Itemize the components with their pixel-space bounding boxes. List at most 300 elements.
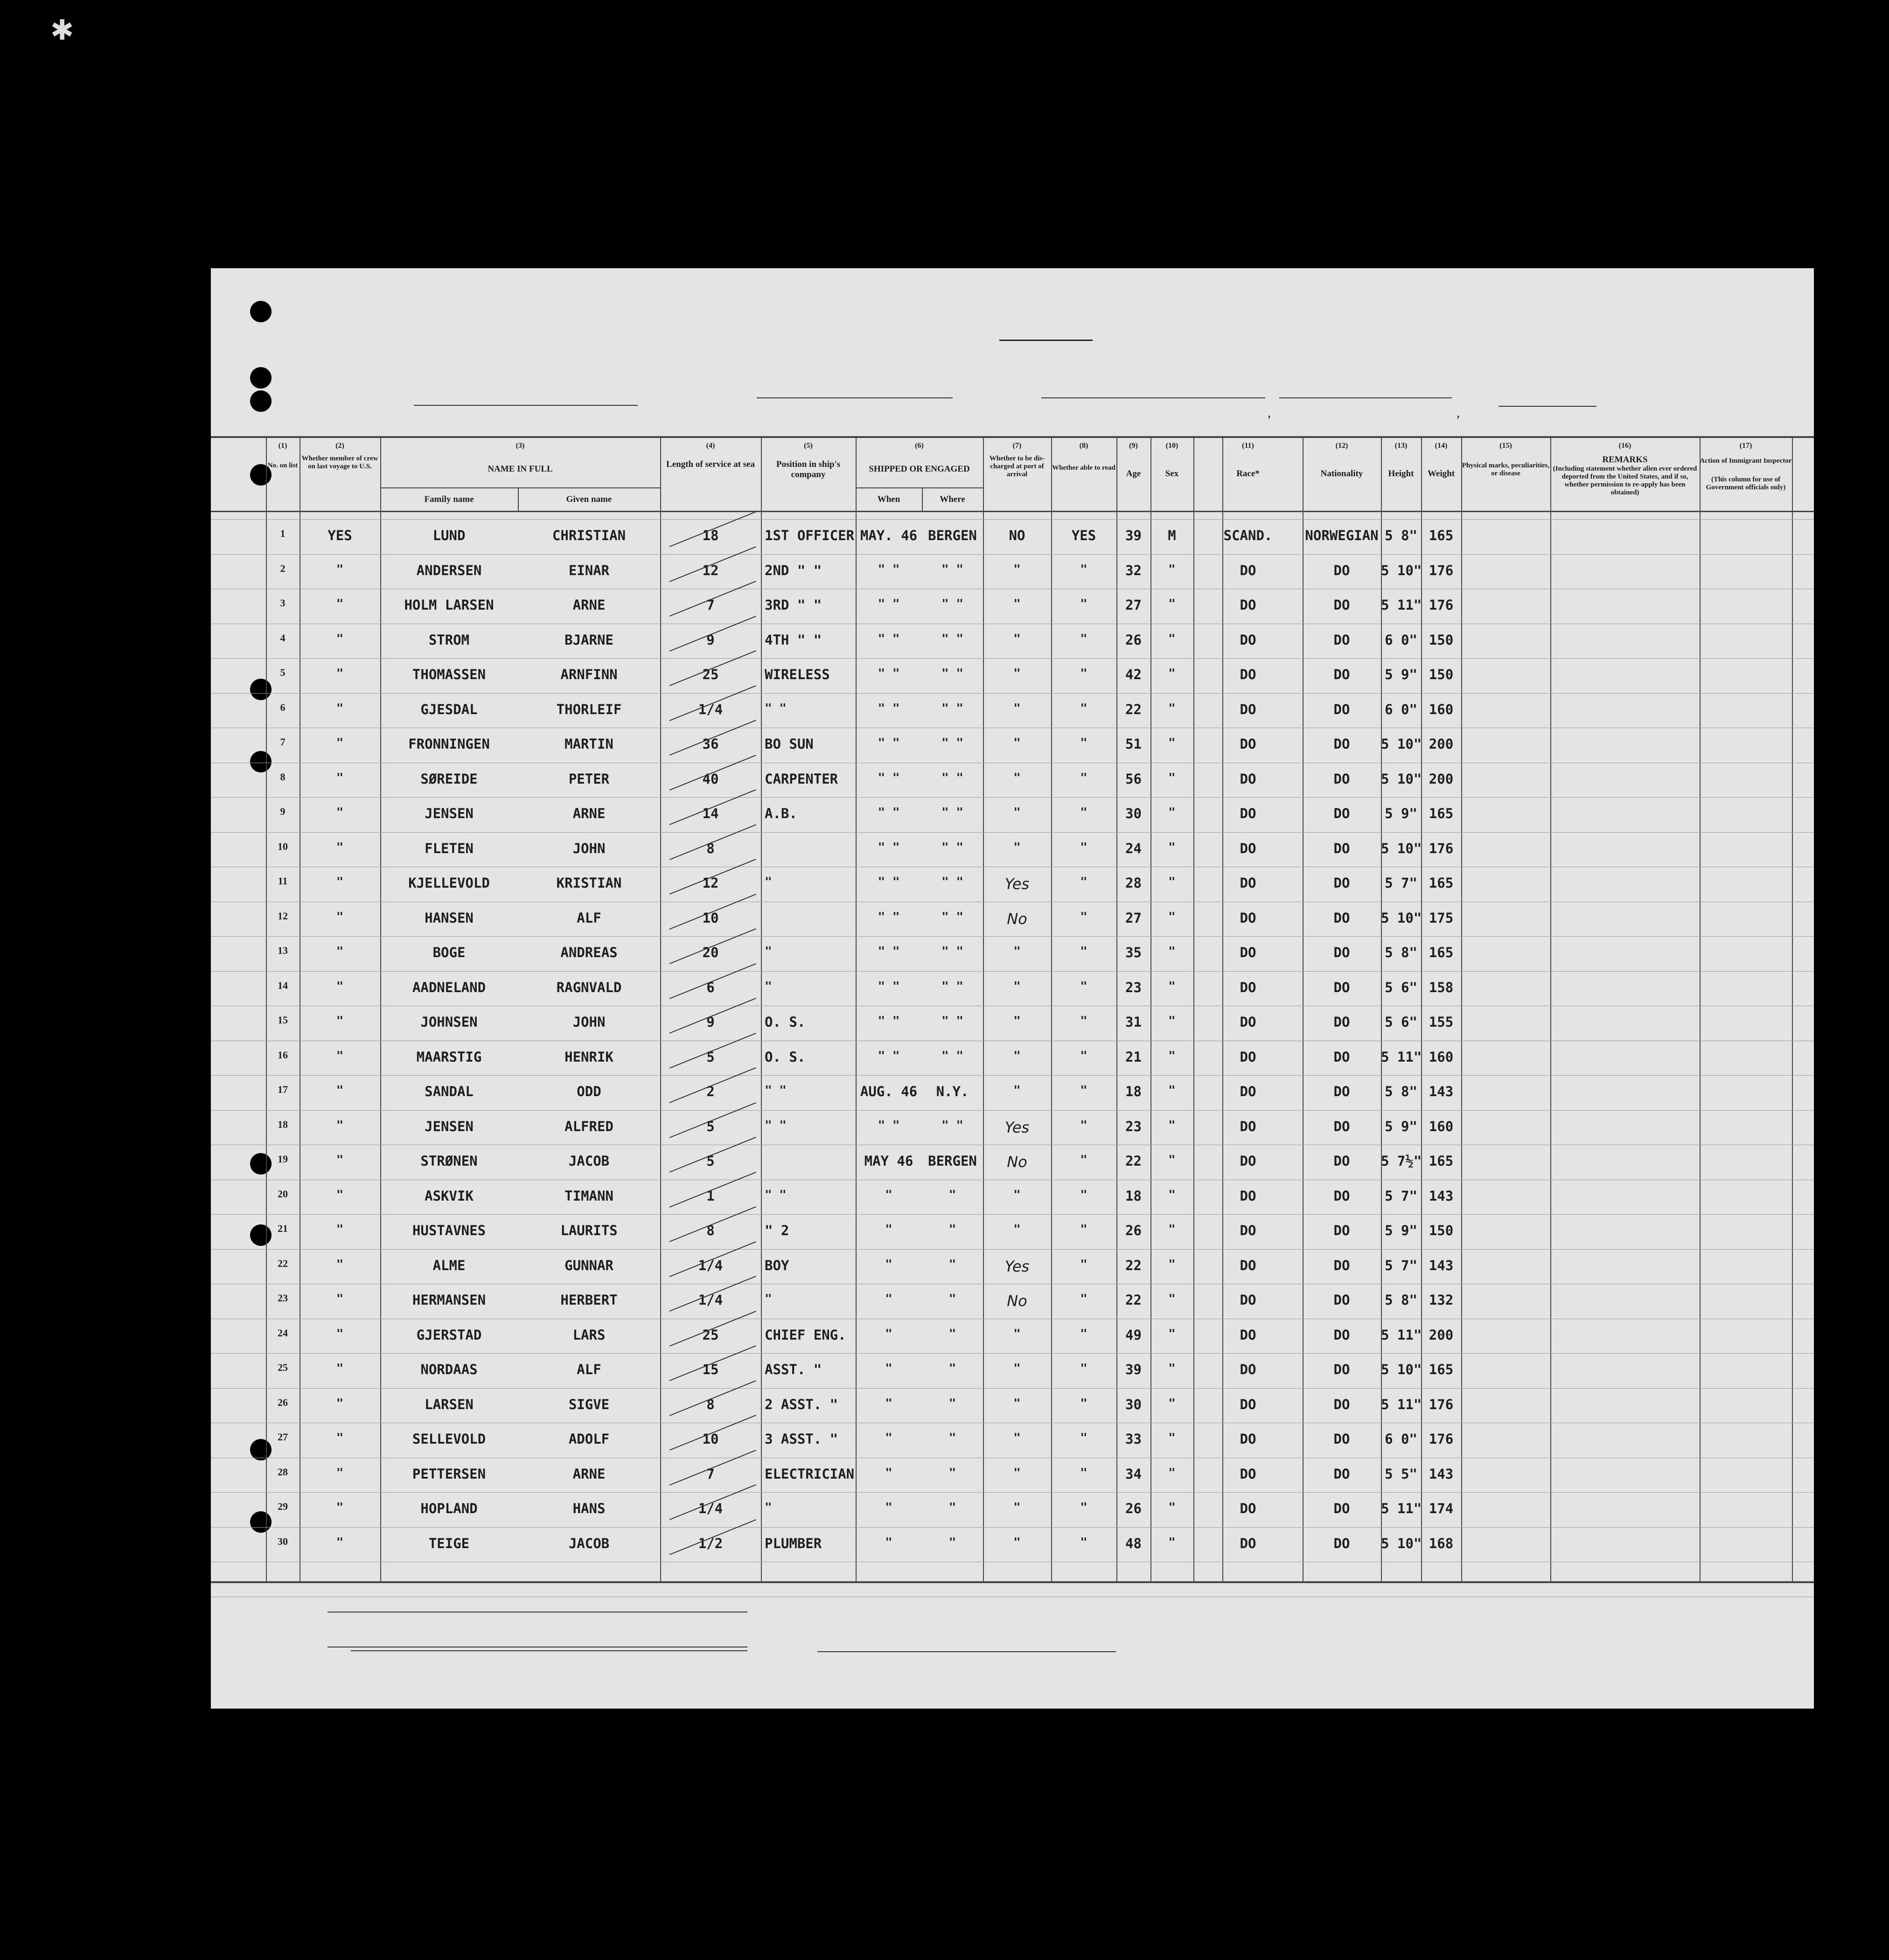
- cell-no: 10: [278, 841, 288, 852]
- cell-read: ": [1080, 702, 1087, 716]
- cell-no: 7: [280, 736, 286, 748]
- header-height: Height: [1388, 469, 1414, 479]
- cell-nationality: DO: [1333, 1188, 1350, 1204]
- punch-hole: [250, 390, 272, 412]
- header-shipped-engaged: SHIPPED OR ENGAGED: [869, 464, 970, 474]
- cell-weight: 168: [1429, 1536, 1454, 1551]
- arriving-port: [1041, 397, 1265, 398]
- cell-no: 23: [278, 1292, 288, 1304]
- cell-age: 22: [1125, 702, 1142, 717]
- cell-discharged: ": [1013, 1049, 1021, 1063]
- cell-where: ": [948, 1223, 956, 1237]
- cell-weight: 200: [1429, 1327, 1454, 1343]
- cell-sex: ": [1168, 806, 1176, 820]
- cell-where: ": [948, 1362, 956, 1376]
- cell-sex: ": [1168, 1431, 1176, 1445]
- cell-sex: ": [1168, 597, 1176, 611]
- cell-discharged: ": [1013, 736, 1021, 750]
- cell-sex: ": [1168, 1153, 1176, 1167]
- cell-age: 28: [1125, 875, 1142, 891]
- cell-family: FRONNINGEN: [408, 736, 490, 752]
- column-number: (6): [915, 442, 924, 450]
- cell-given: HANS: [572, 1501, 606, 1516]
- cell-read: ": [1080, 1362, 1087, 1376]
- cell-height: 5 7": [1385, 875, 1417, 891]
- cell-where: " ": [941, 736, 963, 750]
- cell-age: 24: [1125, 841, 1142, 856]
- cell-height: 5 8": [1385, 945, 1417, 960]
- header-given-name: Given name: [566, 494, 612, 504]
- sheet-number: [1711, 295, 1730, 309]
- cell-position: BOY: [765, 1258, 789, 1273]
- cell-where: " ": [941, 806, 963, 820]
- cell-family: PETTERSEN: [412, 1466, 486, 1482]
- cell-position: A.B.: [765, 806, 797, 821]
- cell-position: ASST. ": [765, 1362, 822, 1377]
- cell-weight: 150: [1429, 1223, 1454, 1238]
- cell-height: 5 10": [1381, 736, 1422, 752]
- cell-when: MAY. 46: [860, 528, 918, 543]
- cell-nationality: DO: [1333, 1119, 1350, 1134]
- cell-height: 5 10": [1381, 563, 1422, 578]
- cell-length: 1/4: [698, 1292, 723, 1308]
- cell-family: ASKVIK: [425, 1188, 474, 1204]
- cell-discharged: ": [1013, 1223, 1021, 1237]
- cell-read: ": [1080, 1466, 1087, 1480]
- cell-length: 7: [706, 597, 715, 613]
- cell-member: ": [336, 1397, 344, 1411]
- cell-weight: 160: [1429, 702, 1454, 717]
- cell-read: ": [1080, 910, 1087, 924]
- cell-weight: 150: [1429, 667, 1454, 682]
- cell-family: HERMANSEN: [412, 1292, 486, 1308]
- cell-discharged: Yes: [1004, 1119, 1030, 1136]
- cell-member: ": [336, 1362, 344, 1376]
- cell-discharged: ": [1013, 1327, 1021, 1341]
- cell-sex: ": [1168, 667, 1176, 681]
- cell-length: 25: [702, 667, 719, 682]
- cell-no: 18: [278, 1119, 288, 1130]
- header-physical-marks: Physical marks, peculiarities, or disease: [1462, 462, 1550, 477]
- cell-member: ": [336, 1536, 344, 1550]
- ruled-line: [211, 1214, 1814, 1215]
- cell-sex: ": [1168, 1466, 1176, 1480]
- cell-no: 17: [278, 1084, 288, 1095]
- cell-nationality: DO: [1333, 1501, 1350, 1516]
- cell-length: 14: [702, 806, 719, 821]
- cell-when: ": [885, 1327, 892, 1341]
- cell-where: " ": [941, 910, 963, 924]
- cell-nationality: DO: [1333, 1292, 1350, 1308]
- cell-family: GJERSTAD: [416, 1327, 482, 1343]
- cell-sex: ": [1168, 1084, 1176, 1098]
- cell-discharged: ": [1013, 563, 1021, 577]
- signature-line: [817, 1651, 1116, 1652]
- header-remarks: REMARKS: [1602, 455, 1648, 465]
- cell-family: SØREIDE: [420, 771, 478, 787]
- cell-when: " ": [878, 910, 900, 924]
- cell-where: ": [948, 1431, 956, 1445]
- column-number: (4): [706, 442, 715, 450]
- cell-nationality: DO: [1333, 563, 1350, 578]
- cell-read: ": [1080, 1223, 1087, 1237]
- cell-length: 8: [706, 841, 715, 856]
- cell-given: ALF: [577, 1362, 601, 1377]
- cell-length: 5: [706, 1153, 715, 1169]
- cell-member: ": [336, 1014, 344, 1028]
- cell-length: 1: [706, 1188, 715, 1204]
- cell-discharged: Yes: [1004, 875, 1030, 893]
- ruled-line: [211, 1492, 1814, 1493]
- cell-length: 5: [706, 1119, 715, 1134]
- cell-where: " ": [941, 875, 963, 889]
- cell-nationality: DO: [1333, 702, 1350, 717]
- cell-given: ARNFINN: [560, 667, 618, 682]
- cell-read: ": [1080, 1049, 1087, 1063]
- cell-length: 36: [702, 736, 719, 752]
- cell-member: ": [336, 563, 344, 577]
- cell-age: 56: [1125, 771, 1142, 787]
- cell-length: 25: [702, 1327, 719, 1343]
- cell-when: " ": [878, 563, 900, 577]
- cell-discharged: ": [1013, 632, 1021, 646]
- cell-where: " ": [941, 632, 963, 646]
- cell-age: 26: [1125, 1223, 1142, 1238]
- cell-member: ": [336, 1223, 344, 1237]
- cell-nationality: DO: [1333, 980, 1350, 995]
- cell-race: DO: [1240, 1466, 1256, 1482]
- cell-position: ": [765, 875, 772, 889]
- cell-when: ": [885, 1501, 892, 1515]
- column-number: (17): [1739, 442, 1752, 450]
- crew-table: [211, 436, 1814, 1581]
- cell-when: " ": [878, 702, 900, 716]
- cell-weight: 176: [1429, 563, 1454, 578]
- cell-read: ": [1080, 1084, 1087, 1098]
- cell-discharged: Yes: [1004, 1258, 1030, 1275]
- cell-member: ": [336, 945, 344, 959]
- ruled-line: [211, 971, 1814, 972]
- cell-position: " ": [765, 1188, 787, 1202]
- cell-height: 5 9": [1385, 1119, 1417, 1134]
- cell-weight: 150: [1429, 632, 1454, 648]
- cell-age: 27: [1125, 597, 1142, 613]
- column-number: (8): [1079, 442, 1088, 450]
- cell-member: ": [336, 702, 344, 716]
- cell-height: 6 0": [1385, 632, 1417, 648]
- cell-nationality: DO: [1333, 806, 1350, 821]
- cell-nationality: DO: [1333, 1327, 1350, 1343]
- cell-weight: 155: [1429, 1014, 1454, 1030]
- vessel-name: [414, 405, 638, 406]
- cell-sex: ": [1168, 1292, 1176, 1306]
- cell-age: 32: [1125, 563, 1142, 578]
- cell-when: " ": [878, 945, 900, 959]
- cell-height: 5 11": [1381, 597, 1422, 613]
- cell-no: 16: [278, 1049, 288, 1061]
- cell-where: " ": [941, 563, 963, 577]
- cell-nationality: DO: [1333, 910, 1350, 926]
- cell-read: ": [1080, 632, 1087, 646]
- cell-age: 22: [1125, 1258, 1142, 1273]
- cell-age: 42: [1125, 667, 1142, 682]
- cell-nationality: DO: [1333, 875, 1350, 891]
- cell-race: DO: [1240, 1223, 1256, 1238]
- cell-family: JENSEN: [425, 1119, 474, 1134]
- cell-read: ": [1080, 1258, 1087, 1272]
- ruled-line: [211, 797, 1814, 798]
- cell-read: ": [1080, 1014, 1087, 1028]
- cell-family: STRØNEN: [420, 1153, 478, 1169]
- header-action-sub: (This column for use of Government officials only): [1706, 476, 1786, 491]
- cell-race: DO: [1240, 1188, 1256, 1204]
- cell-nationality: DO: [1333, 945, 1350, 960]
- cell-no: 22: [278, 1258, 288, 1269]
- cell-sex: ": [1168, 841, 1176, 855]
- cell-weight: 175: [1429, 910, 1454, 926]
- cell-age: 35: [1125, 945, 1142, 960]
- cell-member: ": [336, 1258, 344, 1272]
- cell-no: 30: [278, 1536, 288, 1547]
- cell-weight: 143: [1429, 1258, 1454, 1273]
- agents-value: [351, 1650, 747, 1651]
- cell-where: BERGEN: [928, 1153, 977, 1169]
- cell-sex: ": [1168, 1188, 1176, 1202]
- cell-age: 39: [1125, 1362, 1142, 1377]
- cell-race: DO: [1240, 875, 1256, 891]
- cell-position: 4TH " ": [765, 632, 822, 648]
- header-length-service: Length of service at sea: [666, 459, 755, 469]
- cell-height: 5 11": [1381, 1501, 1422, 1516]
- cell-height: 5 10": [1381, 841, 1422, 856]
- cell-weight: 143: [1429, 1188, 1454, 1204]
- header-able-read: Whether able to read: [1052, 464, 1115, 472]
- cell-position: " ": [765, 702, 787, 716]
- cell-nationality: DO: [1333, 1362, 1350, 1377]
- cell-where: ": [948, 1258, 956, 1272]
- cell-discharged: ": [1013, 1536, 1021, 1550]
- cell-position: WIRELESS: [765, 667, 830, 682]
- cell-age: 49: [1125, 1327, 1142, 1343]
- cell-height: 5 8": [1385, 1084, 1417, 1099]
- cell-length: 10: [702, 1431, 719, 1447]
- cell-weight: 165: [1429, 528, 1454, 543]
- cell-height: 6 0": [1385, 1431, 1417, 1447]
- ruled-line: [211, 832, 1814, 833]
- ruled-line: [211, 1110, 1814, 1111]
- cell-race: DO: [1240, 945, 1256, 960]
- cell-nationality: DO: [1333, 632, 1350, 648]
- cell-sex: ": [1168, 1223, 1176, 1237]
- cell-height: 5 9": [1385, 806, 1417, 821]
- cell-position: ": [765, 1501, 772, 1515]
- cell-discharged: ": [1013, 1466, 1021, 1480]
- cell-member: ": [336, 841, 344, 855]
- cell-weight: 132: [1429, 1292, 1454, 1308]
- header-no-on-list: No. on list: [267, 462, 298, 469]
- cell-length: 10: [702, 910, 719, 926]
- cell-member: ": [336, 1084, 344, 1098]
- cell-race: DO: [1240, 597, 1256, 613]
- cell-where: " ": [941, 1014, 963, 1028]
- cell-race: DO: [1240, 980, 1256, 995]
- cell-race: DO: [1240, 736, 1256, 752]
- ruled-line: [211, 693, 1814, 694]
- sailing-port: [757, 397, 953, 398]
- cell-sex: ": [1168, 945, 1176, 959]
- cell-no: 4: [280, 632, 286, 644]
- cell-race: DO: [1240, 910, 1256, 926]
- cell-member: ": [336, 1327, 344, 1341]
- cell-when: ": [885, 1431, 892, 1445]
- cell-given: THORLEIF: [556, 702, 622, 717]
- cell-sex: ": [1168, 1014, 1176, 1028]
- cell-where: " ": [941, 841, 963, 855]
- cell-race: DO: [1240, 563, 1256, 578]
- cell-age: 21: [1125, 1049, 1142, 1065]
- cell-member: ": [336, 771, 344, 785]
- cell-position: O. S.: [765, 1014, 806, 1030]
- cell-age: 18: [1125, 1084, 1142, 1099]
- cell-nationality: DO: [1333, 771, 1350, 787]
- cell-sex: ": [1168, 910, 1176, 924]
- column-divider: [1700, 436, 1701, 1581]
- cell-read: ": [1080, 1119, 1087, 1133]
- cell-when: MAY 46: [864, 1153, 913, 1169]
- column-number: (2): [335, 442, 344, 450]
- cell-race: DO: [1240, 1084, 1256, 1099]
- cell-nationality: DO: [1333, 1084, 1350, 1099]
- cell-age: 33: [1125, 1431, 1142, 1447]
- cell-weight: 200: [1429, 736, 1454, 752]
- cell-read: ": [1080, 875, 1087, 889]
- cell-age: 34: [1125, 1466, 1142, 1482]
- cell-position: CARPENTER: [765, 771, 838, 787]
- cell-position: PLUMBER: [765, 1536, 822, 1551]
- cell-no: 25: [278, 1362, 288, 1373]
- cell-race: DO: [1240, 667, 1256, 682]
- cell-when: ": [885, 1223, 892, 1237]
- cell-given: JOHN: [572, 841, 606, 856]
- cell-race: DO: [1240, 806, 1256, 821]
- cell-length: 1/2: [698, 1536, 723, 1551]
- cell-no: 21: [278, 1223, 288, 1234]
- cell-length: 9: [706, 1014, 715, 1030]
- punch-hole: [250, 367, 272, 389]
- cell-height: 5 8": [1385, 1292, 1417, 1308]
- cell-sex: M: [1168, 528, 1176, 543]
- header-race: Race*: [1236, 469, 1260, 479]
- cell-read: ": [1080, 1501, 1087, 1515]
- cell-family: STROM: [428, 632, 470, 648]
- cell-height: 5 7": [1385, 1188, 1417, 1204]
- column-divider: [1550, 436, 1551, 1581]
- cell-no: 8: [280, 771, 286, 783]
- cell-discharged: ": [1013, 597, 1021, 611]
- cell-family: JENSEN: [425, 806, 474, 821]
- cell-family: TEIGE: [428, 1536, 470, 1551]
- cell-given: ALFRED: [565, 1119, 613, 1134]
- cell-where: " ": [941, 1049, 963, 1063]
- owners-value: [328, 1632, 747, 1647]
- column-number: (1): [278, 442, 287, 450]
- cell-given: CHRISTIAN: [552, 528, 626, 543]
- cell-nationality: DO: [1333, 1536, 1350, 1551]
- cell-discharged: ": [1013, 771, 1021, 785]
- column-divider: [1792, 436, 1793, 1581]
- header-weight: Weight: [1427, 469, 1455, 479]
- cell-nationality: DO: [1333, 1223, 1350, 1238]
- cell-height: 5 11": [1381, 1327, 1422, 1343]
- cell-given: EINAR: [568, 563, 610, 578]
- cell-length: 20: [702, 945, 719, 960]
- cell-sex: ": [1168, 1536, 1176, 1550]
- cell-family: THOMASSEN: [412, 667, 486, 682]
- cell-when: ": [885, 1466, 892, 1480]
- cell-nationality: DO: [1333, 841, 1350, 856]
- cell-weight: 158: [1429, 980, 1454, 995]
- cell-when: " ": [878, 736, 900, 750]
- cell-race: DO: [1240, 1049, 1256, 1065]
- cell-race: DO: [1240, 1397, 1256, 1412]
- cell-height: 5 10": [1381, 910, 1422, 926]
- cell-given: ARNE: [572, 597, 606, 613]
- cell-family: HANSEN: [425, 910, 474, 926]
- column-number: (10): [1165, 442, 1178, 450]
- cell-family: MAARSTIG: [416, 1049, 482, 1065]
- cell-nationality: DO: [1333, 1431, 1350, 1447]
- cell-race: SCAND.: [1223, 528, 1273, 543]
- cell-given: JOHN: [572, 1014, 606, 1030]
- cell-height: 5 6": [1385, 980, 1417, 995]
- cell-discharged: NO: [1009, 528, 1025, 543]
- cell-position: " 2: [765, 1223, 789, 1238]
- cell-where: ": [948, 1188, 956, 1202]
- cell-sex: ": [1168, 1327, 1176, 1341]
- cell-discharged: ": [1013, 1501, 1021, 1515]
- cell-discharged: ": [1013, 945, 1021, 959]
- cell-discharged: ": [1013, 980, 1021, 994]
- cell-given: MARTIN: [565, 736, 613, 752]
- column-number: (11): [1242, 442, 1254, 450]
- cell-member: ": [336, 1188, 344, 1202]
- cell-member: ": [336, 1501, 344, 1515]
- cell-where: " ": [941, 1119, 963, 1133]
- cell-member: ": [336, 980, 344, 994]
- cell-where: BERGEN: [928, 528, 977, 543]
- cell-discharged: ": [1013, 1362, 1021, 1376]
- cell-when: ": [885, 1397, 892, 1411]
- cell-weight: 165: [1429, 875, 1454, 891]
- cell-position: " ": [765, 1119, 787, 1133]
- ruled-line: [211, 519, 1814, 520]
- cell-read: ": [1080, 1431, 1087, 1445]
- cell-sex: ": [1168, 980, 1176, 994]
- cell-read: ": [1080, 771, 1087, 785]
- column-divider: [1461, 436, 1462, 1581]
- cell-nationality: DO: [1333, 736, 1350, 752]
- arrival-date: [1279, 397, 1452, 398]
- cell-position: O. S.: [765, 1049, 806, 1065]
- cell-nationality: DO: [1333, 1153, 1350, 1169]
- cell-given: KRISTIAN: [556, 875, 622, 891]
- cell-discharged: ": [1013, 841, 1021, 855]
- cell-member: ": [336, 1466, 344, 1480]
- cell-sex: ": [1168, 1501, 1176, 1515]
- header-position: Position in ship's company: [776, 459, 841, 480]
- ruled-line: [211, 1353, 1814, 1354]
- cell-position: 3RD " ": [765, 597, 822, 613]
